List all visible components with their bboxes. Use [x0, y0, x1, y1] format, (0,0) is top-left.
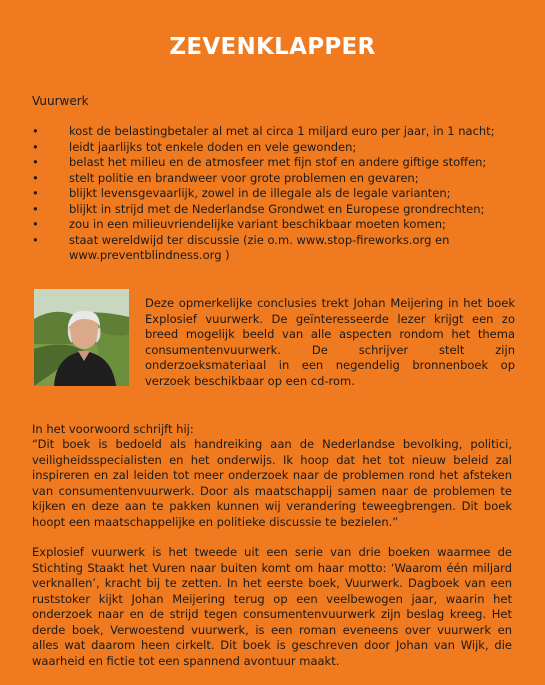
foreword-quote: “Dit boek is bedoeld als handreiking aan de Nederlandse bevolking, politici, veiligheidsspecialisten en het onderwijs. Ik hoop dat het tot nieuw beleid zal inspireren en zal leiden tot meer onderzoek naar de problemen rond het afsteken van consumentenvuurwerk. Door als maatschappij samen naar de problemen te kijken en deze aan te pakken kunnen wij verandering teweegbrengen. Dit boek hoopt een maatschappelijke en politieke discussie te bezielen.” — [32, 437, 512, 529]
page-title: ZEVENKLAPPER — [169, 34, 376, 60]
bullet-symbol: • — [32, 155, 39, 169]
author-photo — [34, 289, 129, 386]
list-item-text: leidt jaarlijks tot enkele doden en vele gewonden; — [69, 139, 357, 154]
list-item — [32, 233, 522, 264]
list-item — [32, 186, 522, 202]
list-item — [32, 155, 522, 171]
section-subtitle: Vuurwerk — [32, 94, 89, 108]
bullet-symbol: • — [32, 232, 39, 247]
list-item-text: blijkt in strijd met de Nederlandse Grondwet en Europese grondrechten; — [69, 201, 485, 216]
bullet-symbol: • — [32, 139, 39, 154]
bullet-list — [32, 124, 522, 264]
list-item-text: zou in een milieuvriendelijke variant beschikbaar moeten komen; — [69, 217, 446, 231]
list-item — [32, 202, 522, 218]
list-item — [32, 140, 522, 156]
list-item-text: stelt politie en brandweer voor grote problemen en gevaren; — [69, 170, 419, 185]
bullet-symbol: • — [32, 170, 39, 185]
list-item — [32, 217, 522, 233]
voorwoord-label: In het voorwoord schrijft hij: — [32, 422, 194, 436]
bullet-symbol: • — [32, 217, 39, 231]
list-item-text: kost de belastingbetaler al met al circa 1 miljard euro per jaar, in 1 nacht; — [69, 124, 495, 138]
bullet-symbol: • — [32, 186, 39, 200]
bullet-symbol: • — [32, 201, 39, 216]
list-item — [32, 124, 522, 140]
list-item — [32, 171, 522, 187]
author-photo-illustration — [34, 289, 129, 386]
bullet-symbol: • — [32, 124, 39, 138]
list-item-text: staat wereldwijd ter discussie (zie o.m. www.stop-fireworks.org en www.preventblindness.org ) — [69, 232, 450, 262]
intro-paragraph: Deze opmerkelijke conclusies trekt Johan Meijering in het boek Explosief vuurwerk. De geïnteresseerde lezer krijgt een zo breed mogelijk beeld van alle aspecten rondom het thema consumentenvuurwerk. De schrijver stelt zijn onderzoeksmateriaal in een negendelig bronnenboek op verzoek beschikbaar op een cd-rom. — [145, 296, 515, 388]
series-paragraph: Explosief vuurwerk is het tweede uit een serie van drie boeken waarmee de Stichting Staakt het Vuren naar buiten komt om haar motto: ‘Waarom één miljard verknallen’, kracht bij te zetten. In het eerste boek, Vuurwerk. Dagboek van een ruststoker kijkt Johan Meijering terug op een veelbewogen jaar, waarin het onderzoek naar en de strijd tegen consumentenvuurwerk zijn beslag kreeg. Het derde boek, Verwoestend vuurwerk, is een roman eveneens over vuurwerk en alles wat daarom heen cirkelt. Dit boek is geschreven door Johan van Wijk, die waarheid en fictie tot een spannend avontuur maakt. — [32, 545, 512, 668]
list-item-text: belast het milieu en de atmosfeer met fijn stof en andere giftige stoffen; — [69, 155, 487, 169]
list-item-text: blijkt levensgevaarlijk, zowel in de illegale als de legale varianten; — [69, 186, 451, 200]
